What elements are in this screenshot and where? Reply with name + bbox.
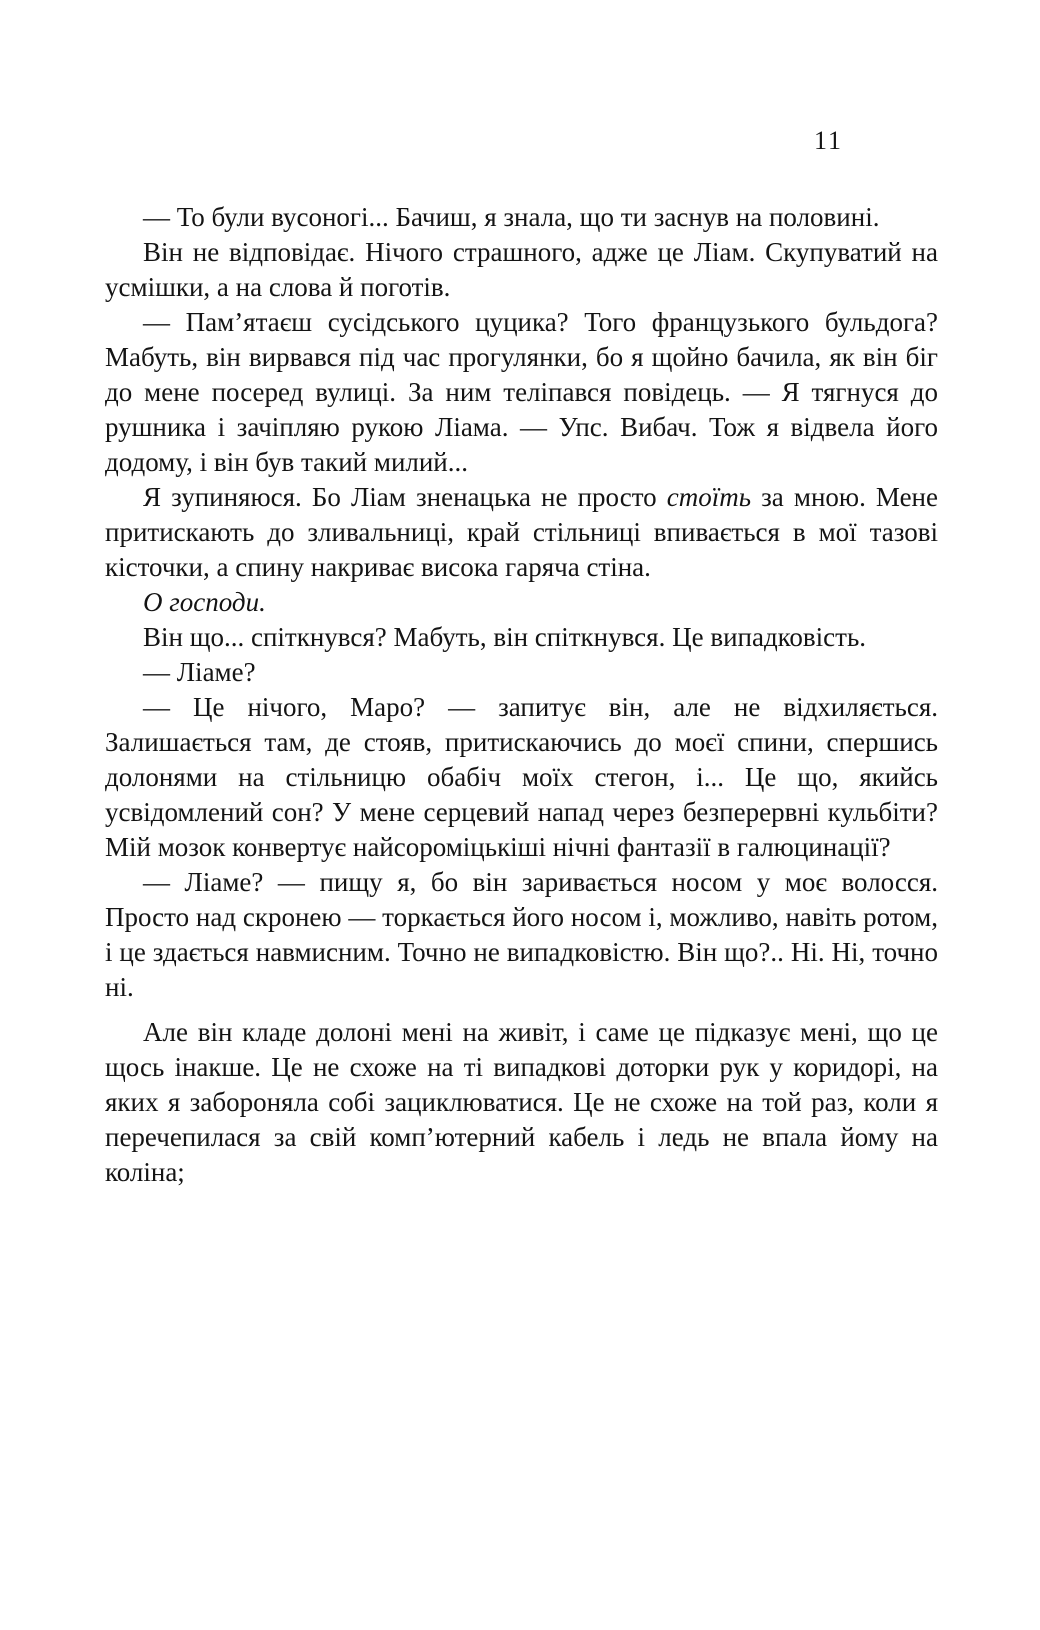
text-run: Але він кладе долоні мені на живіт, і саме це підказує мені, що це щось інакше. Це не схоже на ті випадкові доторки рук у коридорі, на яких я забороняла собі зациклюватися. Це не схоже на той раз, коли я перечепилася за свій комп’ютерний кабель і ледь не впала йому на коліна; <box>105 1017 938 1187</box>
italic-text-run: О господи. <box>143 587 266 617</box>
text-run: Я зупиняюся. Бо Ліам зненацька не просто <box>143 482 667 512</box>
paragraph <box>105 655 938 690</box>
paragraph <box>105 690 938 865</box>
paragraph <box>105 865 938 1005</box>
paragraph <box>105 1015 938 1190</box>
paragraph <box>105 480 938 585</box>
text-run: Він що... спіткнувся? Мабуть, він спіткнувся. Це випадковість. <box>143 622 867 652</box>
text-run: за мною. Мене притискають до зливальниці, край стільниці впивається в мої тазові кісточки, а спину накриває висока гаряча стіна. <box>105 482 938 582</box>
text-run: — Пам’ятаєш сусідського цуцика? Того французького бульдога? Мабуть, він вирвався під час прогулянки, бо я щойно бачила, як він біг до мене посеред вулиці. За ним теліпався повідець. — Я тягнуся до рушника і зачіпляю рукою Ліама. — Упс. Вибач. Тож я відвела його додому, і він був такий милий... <box>105 307 938 477</box>
text-run: — То були вусоногі... Бачиш, я знала, що ти заснув на половині. <box>143 202 880 232</box>
page-number: 11 <box>813 126 843 155</box>
italic-text-run: стоїть <box>666 482 752 512</box>
text-block <box>105 200 938 1190</box>
text-run: — Ліаме? <box>143 657 256 687</box>
paragraph <box>105 200 938 235</box>
paragraph <box>105 620 938 655</box>
text-run: Він не відповідає. Нічого страшного, адже це Ліам. Скупуватий на усмішки, а на слова й поготів. <box>105 237 938 302</box>
paragraph <box>105 585 938 620</box>
text-run: — Ліаме? — пищу я, бо він заривається носом у моє волосся. Просто над скронею — торкається його носом і, можливо, навіть ротом, і це здається навмисним. Точно не випадковістю. Він що?.. Ні. Ні, точно ні. <box>105 867 938 1002</box>
paragraph <box>105 305 938 480</box>
text-run: — Це нічого, Маро? — запитує він, але не відхиляється. Залишається там, де стояв, притискаючись до моєї спини, спершись долонями на стільницю обабіч моїх стегон, і... Це що, якийсь усвідомлений сон? У мене серцевий напад через безперервні кульбіти? Мій мозок конвертує найсороміцькіші нічні фантазії в галюцинації? <box>105 692 938 862</box>
paragraph <box>105 235 938 305</box>
